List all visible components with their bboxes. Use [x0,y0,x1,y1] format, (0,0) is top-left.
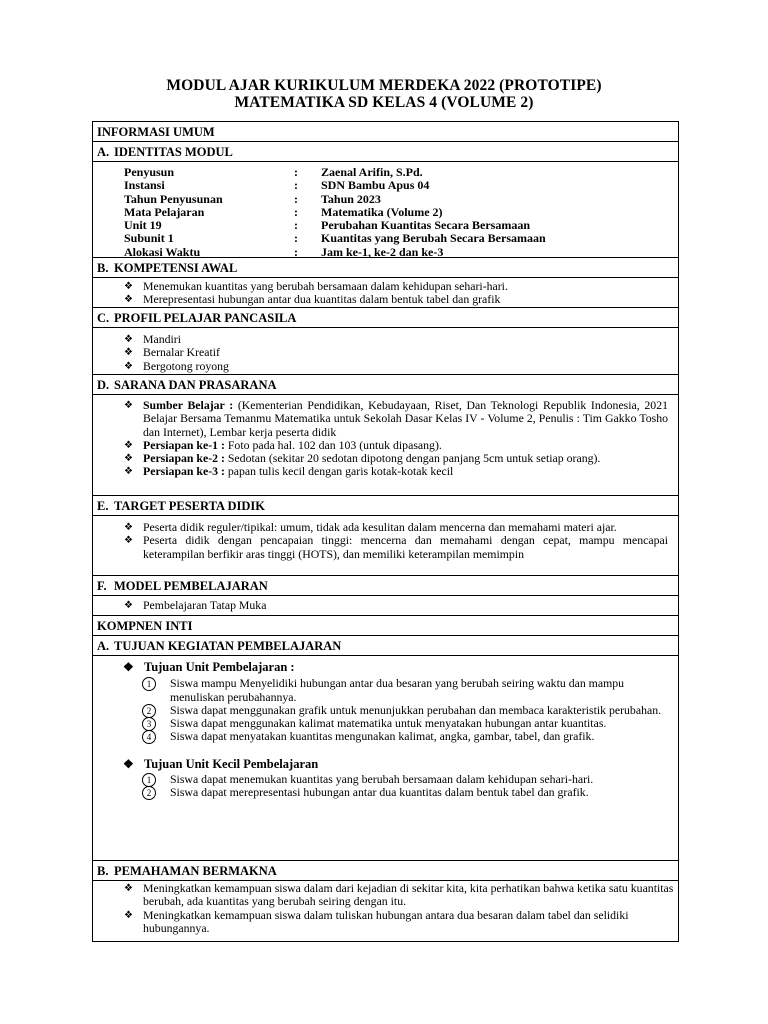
list-item-text: Foto pada hal. 102 dan 103 (untuk dipasang). [224,437,442,452]
identitas-separator: : [294,178,298,193]
diamond-bullet-icon: ❖ [124,909,133,921]
section-label: TARGET PESERTA DIDIK [114,499,265,513]
list-item-text: Meningkatkan kemampuan siswa dalam dari kejadian di sekitar kita, kita perhatikan bahwa ketika satu kuantitas berubah, ada kuantitas yang berubah seiring dengan itu. [143,881,674,909]
diamond-bullet-icon: ❖ [123,660,134,674]
sarana-prasarana-header [93,375,678,395]
identitas-separator: : [294,218,298,233]
list-item [93,882,678,909]
kompetensi-awal-header [93,258,678,278]
identitas-key: Mata Pelajaran [124,204,205,219]
target-peserta-body [93,516,678,576]
diamond-bullet-icon: ❖ [123,756,134,771]
objective-text: Siswa dapat menyatakan kuantitas mengunakan kalimat, angka, gambar, tabel, dan grafik. [170,729,595,744]
list-item-label: Sumber Belajar : [143,398,234,412]
list-item-text: papan tulis kecil dengan garis kotak-kotak kecil [224,464,454,479]
objective-item [93,704,678,717]
sarana-prasarana-body [93,395,678,496]
list-item-text: Menemukan kuantitas yang berubah bersamaan dalam kehidupan sehari-hari. [143,279,508,293]
circled-number: 4 [142,730,156,744]
section-label: PEMAHAMAN BERMAKNA [114,864,277,878]
section-number: D. [97,378,110,392]
pemahaman-bermakna-header [93,861,678,881]
section-number: B. [97,261,109,275]
subheading-text: Tujuan Unit Kecil Pembelajaran [144,756,319,771]
identitas-key: Penyusun [124,165,175,179]
identitas-value: SDN Bambu Apus 04 [321,178,430,193]
list-item-text: Sedotan (sekitar 20 sedotan dipotong dengan panjang 5cm untuk setiap orang). [224,451,601,466]
komponen-inti-header [93,616,678,636]
objective-text: Siswa dapat merepresentasi hubungan antar dua kuantitas dalam bentuk tabel dan grafik. [170,785,589,800]
model-list [93,599,678,612]
section-label: IDENTITAS MODUL [114,145,233,159]
section-number: E. [97,499,109,513]
objective-text: Siswa dapat menggunakan grafik untuk menunjukkan perubahan dan membaca karakteristik perubahan. [170,702,662,717]
circled-number: 1 [142,677,156,691]
tujuan-kegiatan-body [93,656,678,861]
diamond-bullet-icon: ❖ [124,466,133,478]
informasi-umum-header [93,122,678,142]
list-item [93,333,678,346]
objective-text: Siswa mampu Menyelidiki hubungan antar dua besaran yang berubah seiring waktu dan mampu menuliskan perubahannya. [170,676,625,704]
section-label: MODEL PEMBELAJARAN [114,579,268,593]
list-item-text: Bernalar Kreatif [143,345,220,360]
list-item-label: Persiapan ke-2 : [143,451,225,466]
target-list [93,521,678,561]
section-label: INFORMASI UMUM [97,125,215,139]
identitas-value: Matematika (Volume 2) [321,204,443,219]
identitas-value: Perubahan Kuantitas Secara Bersamaan [321,218,531,233]
identitas-separator: : [294,204,298,219]
section-label: KOMPNEN INTI [97,619,193,633]
identitas-value: Zaenal Arifin, S.Pd. [321,165,423,179]
profil-pelajar-header [93,308,678,328]
identitas-value: Jam ke-1, ke-2 dan ke-3 [321,244,444,259]
section-label: KOMPETENSI AWAL [114,261,238,275]
tujuan-kecil-heading [93,758,678,771]
identitas-key: Subunit 1 [124,231,174,246]
kompetensi-awal-body [93,278,678,308]
list-item [93,280,678,293]
list-item [93,452,668,465]
identitas-modul-body [93,162,678,258]
list-item [93,534,668,561]
sarana-list [93,399,678,479]
diamond-bullet-icon: ❖ [124,294,133,306]
list-item-text: Peserta didik reguler/tipikal: umum, tidak ada kesulitan dalam mencerna dan memahami materi ajar. [143,520,617,534]
diamond-bullet-icon: ❖ [124,522,133,533]
identitas-separator: : [294,165,298,179]
diamond-bullet-icon: ❖ [124,347,133,359]
tujuan-kegiatan-header [93,636,678,656]
diamond-bullet-icon: ❖ [124,439,133,451]
model-pembelajaran-body [93,596,678,616]
list-item [93,909,678,936]
list-item [93,439,668,452]
diamond-bullet-icon: ❖ [124,600,133,611]
identitas-separator: : [294,231,298,246]
section-label: TUJUAN KEGIATAN PEMBELAJARAN [114,639,342,653]
circled-number: 2 [142,704,156,718]
list-item [93,599,678,612]
list-item [93,521,668,534]
circled-number: 2 [142,786,156,800]
identitas-grid [93,162,678,259]
document-title-line2: MATEMATIKA SD KELAS 4 (VOLUME 2) [234,94,534,111]
diamond-bullet-icon: ❖ [124,535,133,547]
list-item [93,360,678,373]
tujuan-unit-list [93,677,678,743]
list-item [93,293,678,306]
objective-text: Siswa dapat menemukan kuantitas yang berubah bersamaan dalam kehidupan sehari-hari. [170,772,594,787]
objective-item [93,730,678,743]
list-item [93,399,668,439]
pemahaman-bermakna-body [93,881,678,942]
section-number: A. [97,639,110,653]
list-item-text: Mandiri [143,332,182,346]
diamond-bullet-icon: ❖ [124,334,133,345]
module-table [92,121,679,942]
objective-item [93,677,678,704]
profil-list [93,333,678,373]
identitas-modul-header [93,142,678,162]
section-number: C. [97,311,110,325]
identitas-key: Tahun Penyusunan [124,191,223,206]
pemahaman-list [93,882,678,935]
circled-number: 3 [142,717,156,731]
kompetensi-list [93,280,678,307]
identitas-value: Kuantitas yang Berubah Secara Bersamaan [321,231,546,246]
identitas-key: Alokasi Waktu [124,244,201,259]
section-number: A. [97,145,110,159]
diamond-bullet-icon: ❖ [124,281,133,292]
diamond-bullet-icon: ❖ [124,400,133,411]
identitas-separator: : [294,191,298,206]
objective-item [93,717,678,730]
model-pembelajaran-header [93,576,678,596]
section-label: PROFIL PELAJAR PANCASILA [114,311,297,325]
profil-pelajar-body [93,328,678,375]
list-item-text: (Kementerian Pendidikan, Kebudayaan, Riset, Dan Teknologi Republik Indonesia, 2021 Belajar Bersama Temanmu Matematika untuk Sekolah Dasar Kelas IV - Volume 2, Penulis : Tim Gakko Tosho dan Internet), Lembar kerja peserta didik [143,398,668,439]
list-item [93,465,668,478]
diamond-bullet-icon: ❖ [124,883,133,894]
identitas-value: Tahun 2023 [321,191,381,206]
objective-item [93,786,678,799]
target-peserta-header [93,496,678,516]
identitas-key: Unit 19 [124,218,162,233]
list-item-text: Meningkatkan kemampuan siswa dalam tuliskan hubungan antara dua besaran dalam tabel dan selidiki hubungannya. [143,907,629,935]
diamond-bullet-icon: ❖ [124,360,133,372]
section-number: B. [97,864,109,878]
subheading-text: Tujuan Unit Pembelajaran : [144,660,295,674]
objective-item [93,773,678,786]
section-label: SARANA DAN PRASARANA [114,378,277,392]
list-item [93,346,678,359]
diamond-bullet-icon: ❖ [124,453,133,465]
identitas-separator: : [294,244,298,259]
tujuan-kecil-list [93,773,678,800]
document-title-line1: MODUL AJAR KURIKULUM MERDEKA 2022 (PROTOTIPE) [166,77,602,94]
list-item-text: Merepresentasi hubungan antar dua kuantitas dalam bentuk tabel dan grafik [143,292,501,307]
list-item-label: Persiapan ke-1 : [143,437,225,452]
list-item-text: Pembelajaran Tatap Muka [143,598,267,612]
circled-number: 1 [142,773,156,787]
section-number: F. [97,579,107,593]
objective-text: Siswa dapat menggunakan kalimat matematika untuk menyatakan hubungan antar kuantitas. [170,716,607,731]
list-item-label: Persiapan ke-3 : [143,464,225,479]
tujuan-unit-heading [93,661,678,674]
identitas-key: Instansi [124,178,165,193]
list-item-text: Peserta didik dengan pencapaian tinggi: mencerna dan memahami dengan cepat, mampu mencapai keterampilan berfikir aras tinggi (HOTS), dan memiliki keterampilan memimpin [143,533,668,561]
list-item-text: Bergotong royong [143,358,229,373]
